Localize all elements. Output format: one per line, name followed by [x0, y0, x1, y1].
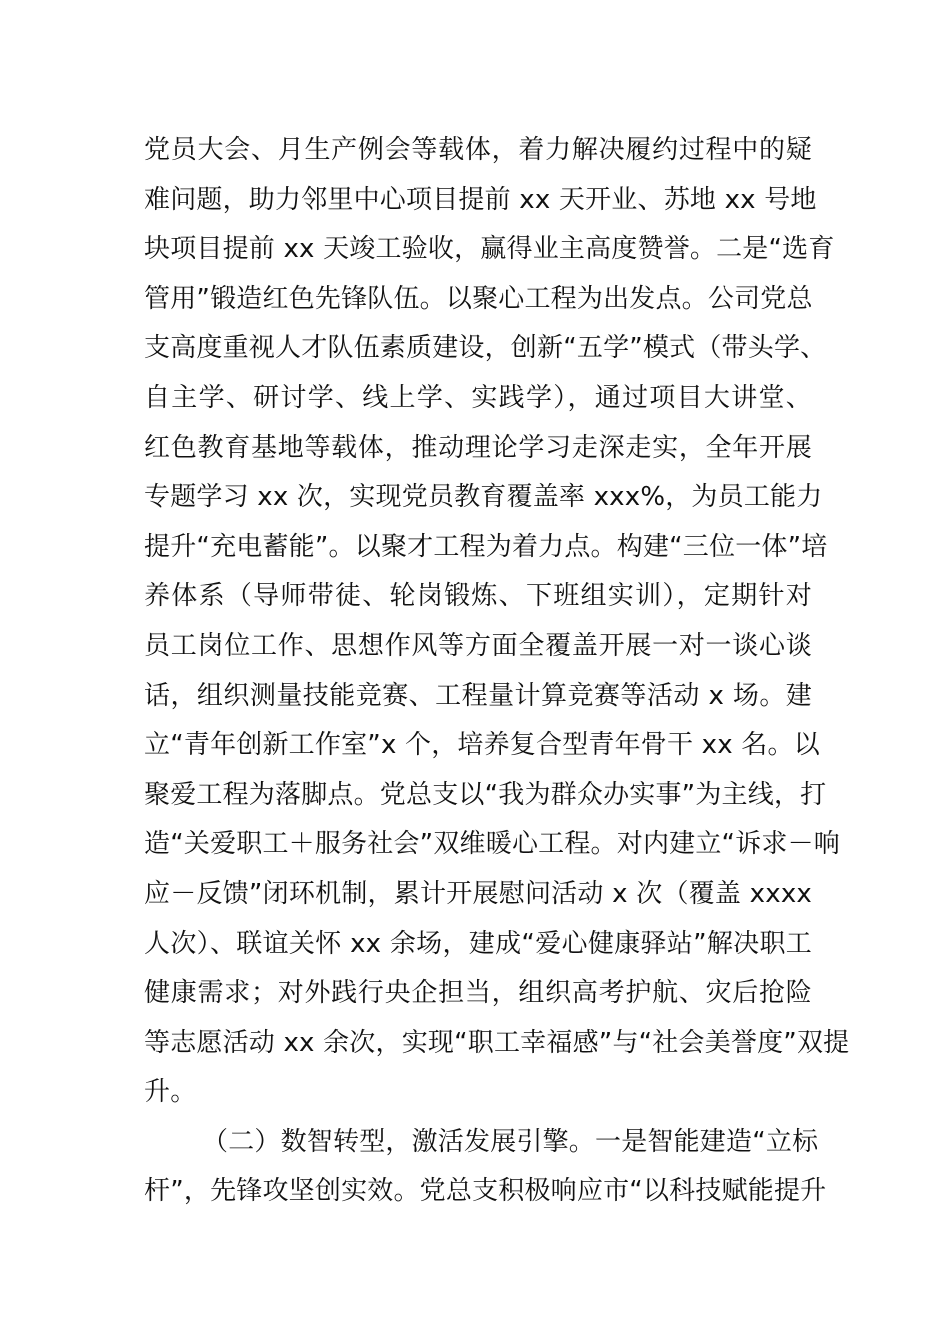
text-line: 支高度重视人才队伍素质建设，创新“五学”模式（带头学、: [144, 333, 827, 364]
body-text: [144, 126, 850, 1217]
text-line: 党员大会、月生产例会等载体，着力解决履约过程中的疑: [144, 135, 812, 165]
text-line: 员工岗位工作、思想作风等方面全覆盖开展一对一谈心谈: [144, 630, 812, 661]
text-line: 专题学习 xx 次，实现党员教育覆盖率 xxx%，为员工能力: [144, 482, 823, 513]
text-line: 造“关爱职工＋服务社会”双维暖心工程。对内建立“诉求－响: [144, 829, 841, 860]
text-line: 应－反馈”闭环机制，累计开展慰问活动 x 次（覆盖 xxxx: [144, 878, 812, 909]
paragraph-digital-transformation: [144, 1118, 827, 1217]
text-line: 等志愿活动 xx 余次，实现“职工幸福感”与“社会美誉度”双提: [144, 1027, 850, 1058]
text-line: 红色教育基地等载体，推动理论学习走深走实，全年开展: [144, 432, 812, 463]
text-line: 管用”锻造红色先锋队伍。以聚心工程为出发点。公司党总: [144, 283, 813, 314]
paragraph-party-building: [144, 126, 850, 1118]
text-line: 杆”，先锋攻坚创实效。党总支积极响应市“以科技赋能提升: [144, 1176, 827, 1207]
text-line: 话，组织测量技能竞赛、工程量计算竞赛等活动 x 场。建: [144, 680, 812, 711]
text-line: 升。: [144, 1077, 197, 1108]
text-line: 养体系（导师带徒、轮岗锻炼、下班组实训），定期针对: [144, 581, 812, 612]
text-line: 人次）、联谊关怀 xx 余场，建成“爱心健康驿站”解决职工: [144, 928, 812, 959]
text-line: 难问题，助力邻里中心项目提前 xx 天开业、苏地 xx 号地: [144, 184, 817, 215]
text-line: 提升“充电蓄能”。以聚才工程为着力点。构建“三位一体”培: [144, 531, 828, 562]
text-line: 聚爱工程为落脚点。党总支以“我为群众办实事”为主线，打: [144, 779, 827, 810]
text-line: 块项目提前 xx 天竣工验收，赢得业主高度赞誉。二是“选育: [144, 234, 835, 265]
text-line: 自主学、研讨学、线上学、实践学），通过项目大讲堂、: [144, 382, 812, 413]
text-line: 立“青年创新工作室”x 个，培养复合型青年骨干 xx 名。以: [144, 730, 820, 761]
text-line: 健康需求；对外践行央企担当，组织高考护航、灾后抢险: [144, 978, 812, 1009]
section-heading-line: （二）数智转型，激活发展引擎。一是智能建造“立标: [202, 1126, 819, 1157]
